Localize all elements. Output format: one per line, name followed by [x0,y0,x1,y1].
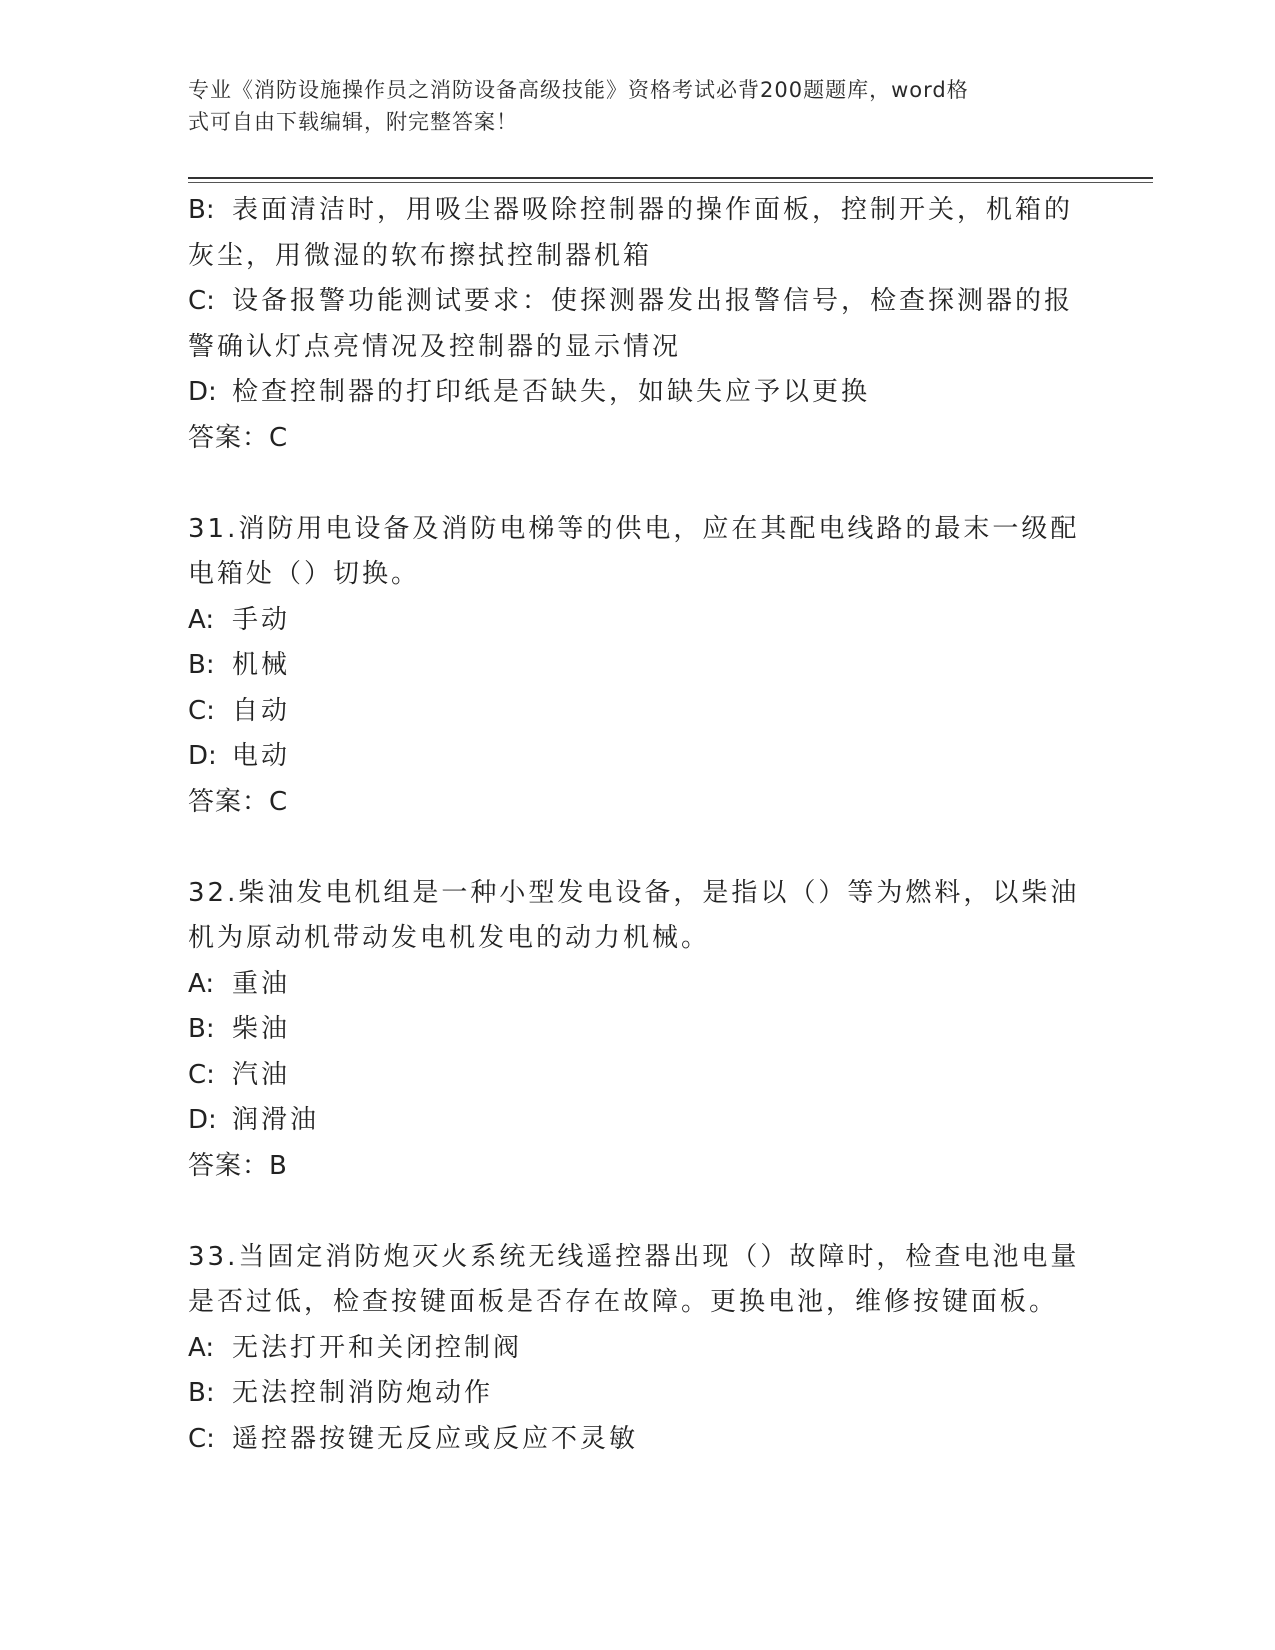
answer: 答案：B [188,1150,288,1181]
option-text: 汽油 [232,1059,291,1090]
option-text: 电动 [232,741,291,771]
option-text: 检查控制器的打印纸是否缺失，如缺失应予以更换 [232,377,871,407]
option-letter: C: [188,1059,215,1090]
option-letter: B: [188,1378,215,1408]
prev-option-c [188,279,1088,325]
header-divider-thin [188,182,1153,183]
spacer [188,825,1088,871]
option-c [188,689,1088,735]
option-letter: A: [188,968,215,999]
header-line-2: 式可自由下载编辑，附完整答案！ [188,110,518,134]
question-31 [188,507,1088,826]
option-text: 自动 [232,695,291,726]
option-text: 无法控制消防炮动作 [232,1378,494,1408]
option-letter: D: [188,377,217,407]
prev-answer: 答案：C [188,422,289,453]
question-32 [188,871,1088,1190]
option-letter: A: [188,1332,215,1363]
option-d [188,734,1088,780]
option-text: 表面清洁时，用吸尘器吸除控制器的操作面板，控制开关，机箱的 [232,195,1074,225]
option-b [188,1007,1088,1053]
prev-option-b-cont: 灰尘，用微湿的软布擦拭控制器机箱 [188,240,653,271]
option-letter: C: [188,695,215,726]
option-letter: D: [188,741,217,771]
option-c [188,1053,1088,1099]
header-divider-thick [188,177,1153,179]
option-letter: C: [188,286,215,316]
prev-question [188,188,1088,461]
question-33 [188,1235,1088,1463]
spacer [188,461,1088,507]
option-letter: D: [188,1105,217,1135]
option-text: 手动 [232,604,291,635]
option-text: 润滑油 [232,1105,320,1135]
option-text: 柴油 [232,1014,291,1044]
option-b [188,1371,1088,1417]
option-letter: B: [188,1014,215,1044]
option-a [188,598,1088,644]
option-letter: A: [188,604,215,635]
spacer [188,1189,1088,1235]
option-b [188,643,1088,689]
option-text: 遥控器按键无反应或反应不灵敏 [232,1423,639,1454]
page-header [188,74,1088,138]
prev-option-c-cont: 警确认灯点亮情况及控制器的显示情况 [188,331,682,362]
option-text: 重油 [232,968,291,999]
option-text: 机械 [232,650,291,680]
option-a [188,962,1088,1008]
document-body [188,188,1088,1462]
answer: 答案：C [188,786,289,817]
option-a [188,1326,1088,1372]
option-letter: B: [188,195,215,225]
prev-option-d [188,370,1088,416]
header-line-1: 专业《消防设施操作员之消防设备高级技能》资格考试必背200题题库，word格 [188,78,969,102]
question-stem-line: 31.消防用电设备及消防电梯等的供电，应在其配电线路的最末一级配 [188,513,1080,544]
question-stem-line: 电箱处（）切换。 [188,559,421,589]
option-letter: B: [188,650,215,680]
prev-option-b [188,188,1088,234]
option-c [188,1417,1088,1463]
option-text: 设备报警功能测试要求：使探测器发出报警信号，检查探测器的报 [232,286,1074,316]
question-stem-line: 是否过低，检查按键面板是否存在故障。更换电池，维修按键面板。 [188,1287,1059,1317]
question-stem-line: 32.柴油发电机组是一种小型发电设备，是指以（）等为燃料，以柴油 [188,877,1080,908]
question-stem-line: 机为原动机带动发电机发电的动力机械。 [188,923,711,953]
option-d [188,1098,1088,1144]
option-letter: C: [188,1423,215,1454]
option-text: 无法打开和关闭控制阀 [232,1332,523,1363]
question-stem-line: 33.当固定消防炮灭火系统无线遥控器出现（）故障时，检查电池电量 [188,1241,1080,1272]
